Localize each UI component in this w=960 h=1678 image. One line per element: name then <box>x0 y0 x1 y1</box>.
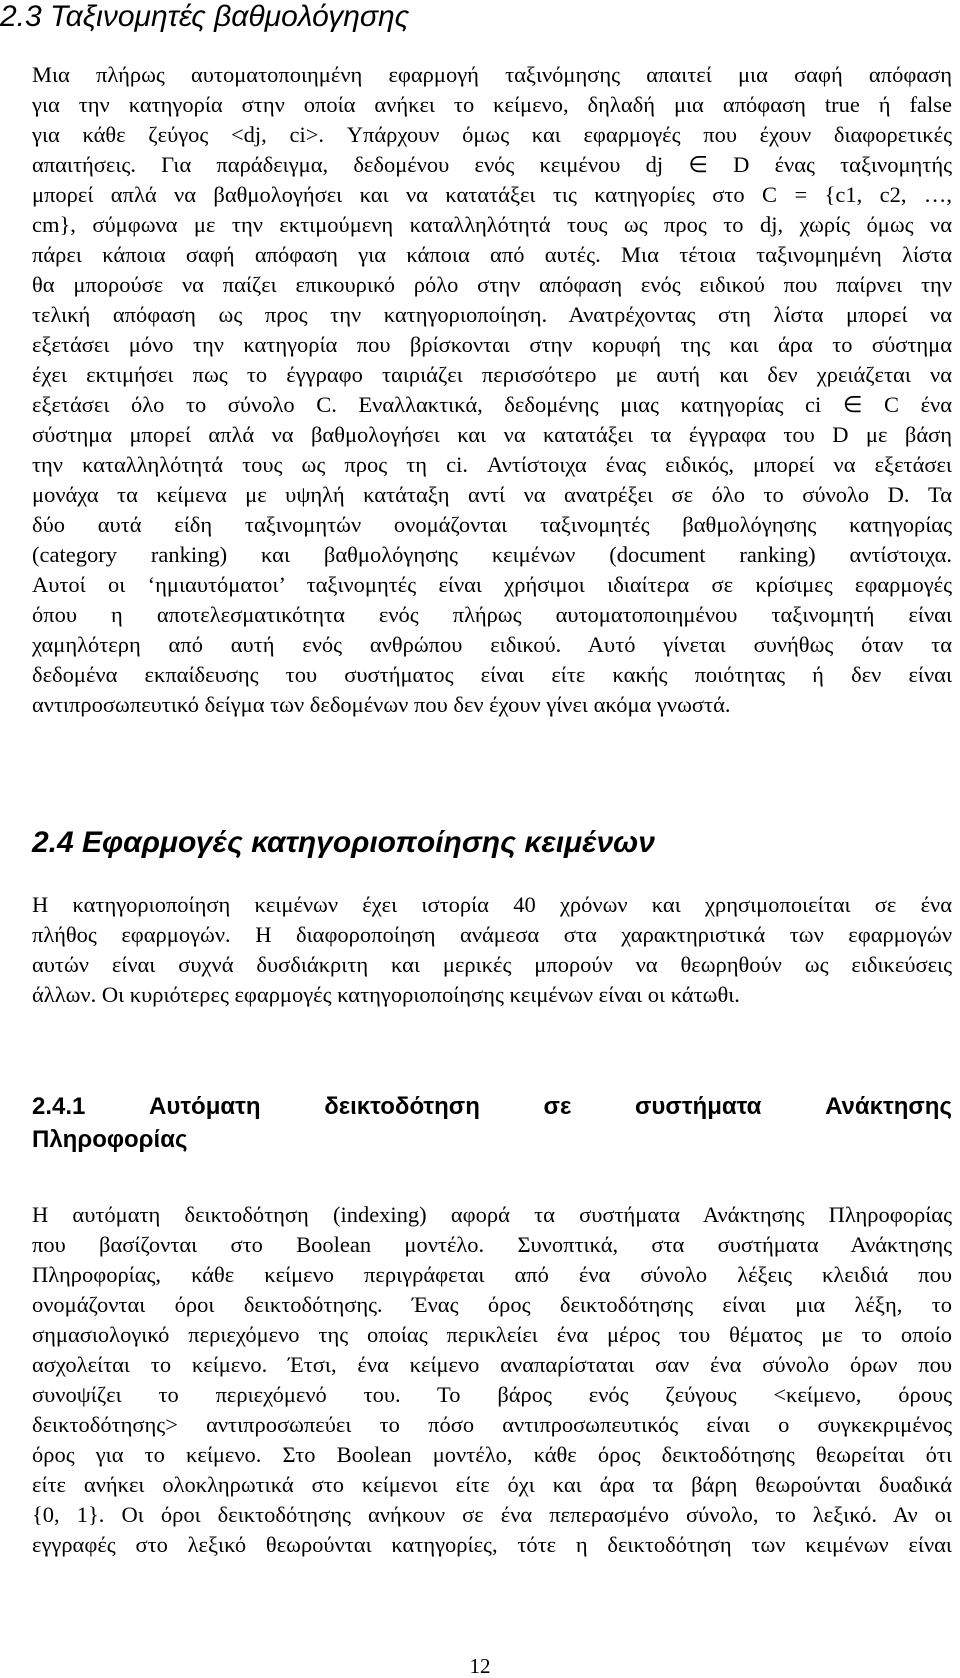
text-line: εξετάσει όλο το σύνολο C. Εναλλακτικά, δεδομένης μιας κατηγορίας ci ∈ C ένα <box>32 392 952 417</box>
text-line: εξετάσει μόνο την κατηγορία που βρίσκονται στην κορυφή της και άρα το σύστημα <box>32 332 952 357</box>
text-line: είτε ανήκει ολοκληρωτικά στο κείμενοι είτε όχι και άρα τα βάρη θεωρούνται δυαδικά <box>32 1472 952 1497</box>
paragraph-2-3 <box>32 60 952 720</box>
heading-line-1 <box>32 1090 952 1123</box>
text-line: {0, 1}. Οι όροι δεικτοδότησης ανήκουν σε ένα πεπερασμένο σύνολο, το λεξικό. Αν οι <box>32 1502 952 1527</box>
text-line: μονάχα τα κείμενα με υψηλή κατάταξη αντί να ανατρέξει σε όλο το σύνολο D. Τα <box>32 482 952 507</box>
heading-word: Ανάκτησης <box>825 1093 952 1120</box>
heading-word: συστήματα <box>635 1093 762 1120</box>
heading-word: Αυτόματη <box>149 1093 261 1120</box>
heading-word: δεικτοδότηση <box>324 1093 480 1120</box>
text-line: Αυτοί οι ‘ημιαυτόματοι’ ταξινομητές είναι χρήσιμοι ιδιαίτερα σε κρίσιμες εφαρμογές <box>32 572 952 597</box>
heading-line-2: Πληροφορίας <box>32 1126 188 1153</box>
text-line: Η κατηγοριοποίηση κειμένων έχει ιστορία 40 χρόνων και χρησιμοποιείται σε ένα <box>32 892 952 917</box>
paragraph-2-4 <box>32 890 952 1010</box>
text-line: δεικτοδότησης> αντιπροσωπεύει το πόσο αντιπροσωπευτικός είναι ο συγκεκριμένος <box>32 1412 952 1437</box>
text-line: τελική απόφαση ως προς την κατηγοριοποίηση. Ανατρέχοντας στη λίστα μπορεί να <box>32 302 952 327</box>
text-line: δεδομένα εκπαίδευσης του συστήματος είναι είτε κακής ποιότητας ή δεν είναι <box>32 662 952 687</box>
text-line: απαιτήσεις. Για παράδειγμα, δεδομένου ενός κειμένου dj ∈ D ένας ταξινομητής <box>32 152 952 177</box>
text-line: που βασίζονται στο Boolean μοντέλο. Συνοπτικά, στα συστήματα Ανάκτησης <box>32 1232 952 1257</box>
text-line: θα μπορούσε να παίζει επικουρικό ρόλο στην απόφαση ενός ειδικού που παίρνει την <box>32 272 952 297</box>
text-line: χαμηλότερη από αυτή ενός ανθρώπου ειδικού. Αυτό γίνεται συνήθως όταν τα <box>32 632 952 657</box>
text-line: συνοψίζει το περιεχόμενό του. Το βάρος ενός ζεύγους <κείμενο, όρους <box>32 1382 952 1407</box>
text-line: σύστημα μπορεί απλά να βαθμολογήσει και να κατατάξει τα έγγραφα του D με βάση <box>32 422 952 447</box>
text-line: εγγραφές στο λεξικό θεωρούνται κατηγορίες, τότε η δεικτοδότηση των κειμένων είναι <box>32 1532 952 1557</box>
heading-word: 2.4.1 <box>32 1093 86 1120</box>
text-line: για κάθε ζεύγος <dj, ci>. Υπάρχουν όμως και εφαρμογές που έχουν διαφορετικές <box>32 122 952 147</box>
text-line: όπου η αποτελεσματικότητα ενός πλήρως αυτοματοποιημένου ταξινομητή είναι <box>32 602 952 627</box>
text-line: Μια πλήρως αυτοματοποιημένη εφαρμογή ταξινόμησης απαιτεί μια σαφή απόφαση <box>32 62 952 87</box>
text-line: (category ranking) και βαθμολόγησης κειμένων (document ranking) αντίστοιχα. <box>32 542 952 567</box>
section-heading-2-4-1 <box>32 1090 952 1156</box>
text-line: ονομάζονται όροι δεικτοδότησης. Ένας όρος δεικτοδότησης είναι μια λέξη, το <box>32 1292 952 1317</box>
text-line: σημασιολογικό περιεχόμενο της οποίας περικλείει ένα μέρος του θέματος με το οποίο <box>32 1322 952 1347</box>
text-line: αντιπροσωπευτικό δείγμα των δεδομένων που δεν έχουν γίνει ακόμα γνωστά. <box>32 692 731 717</box>
text-line: για την κατηγορία στην οποία ανήκει το κείμενο, δηλαδή μια απόφαση true ή false <box>32 92 952 117</box>
text-line: άλλων. Οι κυριότερες εφαρμογές κατηγοριοποίησης κειμένων είναι οι κάτωθι. <box>32 982 740 1007</box>
text-line: πάρει κάποια σαφή απόφαση για κάποια από αυτές. Μια τέτοια ταξινομημένη λίστα <box>32 242 952 267</box>
text-line: cm}, σύμφωνα με την εκτιμούμενη καταλληλότητά τους ως προς το dj, χωρίς όμως να <box>32 212 952 237</box>
section-heading-2-3: 2.3 Ταξινομητές βαθμολόγησης <box>0 0 410 33</box>
text-line: ασχολείται το κείμενο. Έτσι, ένα κείμενο αναπαρίσταται σαν ένα σύνολο όρων που <box>32 1352 952 1377</box>
section-heading-2-4: 2.4 Εφαρμογές κατηγοριοποίησης κειμένων <box>32 826 655 859</box>
heading-word: σε <box>543 1093 572 1120</box>
text-line: αυτών είναι συχνά δυσδιάκριτη και μερικές μπορούν να θεωρηθούν ως ειδικεύσεις <box>32 952 952 977</box>
text-line: Πληροφορίας, κάθε κείμενο περιγράφεται από ένα σύνολο λέξεις κλειδιά που <box>32 1262 952 1287</box>
text-line: δύο αυτά είδη ταξινομητών ονομάζονται ταξινομητές βαθμολόγησης κατηγορίας <box>32 512 952 537</box>
text-line: έχει εκτιμήσει πως το έγγραφο ταιριάζει περισσότερο με αυτή και δεν χρειάζεται να <box>32 362 952 387</box>
text-line: πλήθος εφαρμογών. Η διαφοροποίηση ανάμεσα στα χαρακτηριστικά των εφαρμογών <box>32 922 952 947</box>
text-line: Η αυτόματη δεικτοδότηση (indexing) αφορά τα συστήματα Ανάκτησης Πληροφορίας <box>32 1202 952 1227</box>
paragraph-2-4-1 <box>32 1200 952 1560</box>
text-line: όρος για το κείμενο. Στο Boolean μοντέλο, κάθε όρος δεικτοδότησης θεωρείται ότι <box>32 1442 952 1467</box>
text-line: την καταλληλότητά τους ως προς τη ci. Αντίστοιχα ένας ειδικός, μπορεί να εξετάσει <box>32 452 952 477</box>
text-line: μπορεί απλά να βαθμολογήσει και να κατατάξει τις κατηγορίες στο C = {c1, c2, …, <box>32 182 952 207</box>
page-number: 12 <box>469 1654 491 1678</box>
